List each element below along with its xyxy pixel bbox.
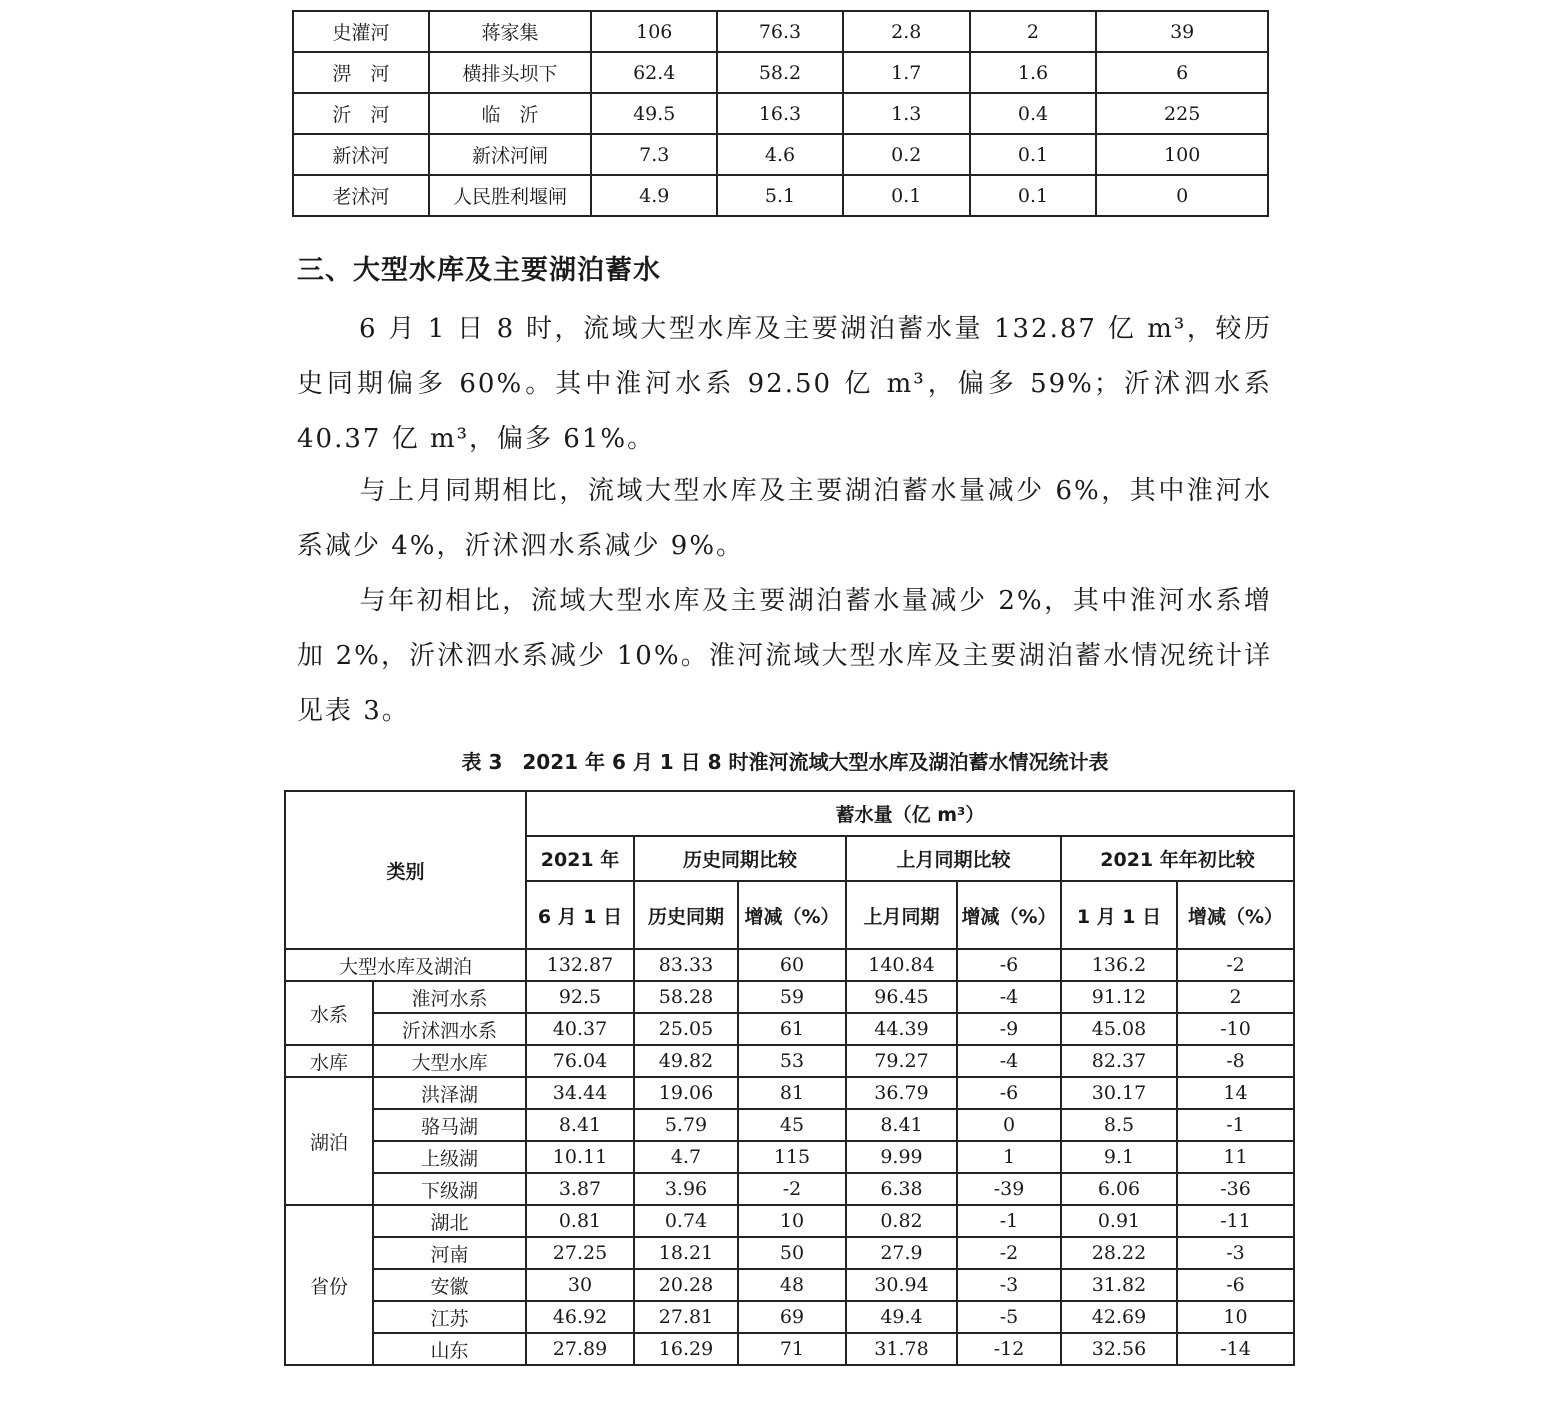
table-cell: 106 <box>591 11 717 52</box>
paragraph-year-comparison: 与年初相比，流域大型水库及主要湖泊蓄水量减少 2%，其中淮河水系增加 2%，沂沭泗水系减少 10%。淮河流域大型水库及主要湖泊蓄水情况统计详见表 3。 <box>297 586 1272 726</box>
table-row <box>285 1045 1294 1077</box>
table-cell: 132.87 <box>526 949 634 981</box>
row-label: 江苏 <box>373 1301 526 1333</box>
table-cell: 0 <box>957 1109 1061 1141</box>
table-cell: -36 <box>1177 1173 1294 1205</box>
table-cell: 5.1 <box>717 175 843 216</box>
table-cell: 30.94 <box>846 1269 957 1301</box>
group-label: 湖泊 <box>285 1077 373 1205</box>
table-cell: 0.1 <box>970 175 1097 216</box>
table-cell: 82.37 <box>1061 1045 1177 1077</box>
table-row <box>285 1237 1294 1269</box>
table-cell: -10 <box>1177 1013 1294 1045</box>
header-lastmonth-period: 上月同期 <box>846 881 957 949</box>
table-cell: 140.84 <box>846 949 957 981</box>
table-cell: 8.41 <box>846 1109 957 1141</box>
table-cell: 14 <box>1177 1077 1294 1109</box>
header-category: 类别 <box>285 791 526 949</box>
table-cell: 62.4 <box>591 52 717 93</box>
table-cell: 49.82 <box>634 1045 738 1077</box>
table-cell: 45 <box>738 1109 846 1141</box>
row-label: 上级湖 <box>373 1141 526 1173</box>
table-cell: 49.4 <box>846 1301 957 1333</box>
table-cell: 横排头坝下 <box>429 52 592 93</box>
table-cell: -3 <box>957 1269 1061 1301</box>
group-label: 水系 <box>285 981 373 1045</box>
table-row <box>293 134 1268 175</box>
table-cell: 40.37 <box>526 1013 634 1045</box>
table-cell: 8.41 <box>526 1109 634 1141</box>
table-cell: 30 <box>526 1269 634 1301</box>
table-cell: 4.6 <box>717 134 843 175</box>
row-label: 大型水库及湖泊 <box>285 949 526 981</box>
table-cell: 69 <box>738 1301 846 1333</box>
table-cell: -2 <box>738 1173 846 1205</box>
table-cell: 6.38 <box>846 1173 957 1205</box>
table-cell: 36.79 <box>846 1077 957 1109</box>
table-cell: 史灌河 <box>293 11 429 52</box>
header-june1: 6 月 1 日 <box>526 881 634 949</box>
header-2021: 2021 年 <box>526 836 634 881</box>
table-row <box>293 93 1268 134</box>
row-label: 山东 <box>373 1333 526 1365</box>
table-cell: 10 <box>1177 1301 1294 1333</box>
row-label: 骆马湖 <box>373 1109 526 1141</box>
table-cell: 9.99 <box>846 1141 957 1173</box>
table-cell: 0.1 <box>843 175 970 216</box>
table-cell: 2 <box>970 11 1097 52</box>
table-cell: -5 <box>957 1301 1061 1333</box>
header-hist-period: 历史同期 <box>634 881 738 949</box>
table-row <box>293 11 1268 52</box>
table-cell: 76.04 <box>526 1045 634 1077</box>
table-cell: 31.78 <box>846 1333 957 1365</box>
row-label: 湖北 <box>373 1205 526 1237</box>
table-cell: 16.3 <box>717 93 843 134</box>
table-cell: 100 <box>1096 134 1268 175</box>
table-cell: 81 <box>738 1077 846 1109</box>
table-cell: 0.4 <box>970 93 1097 134</box>
table-cell: -39 <box>957 1173 1061 1205</box>
table-cell: 2.8 <box>843 11 970 52</box>
table-cell: 61 <box>738 1013 846 1045</box>
table-cell: 45.08 <box>1061 1013 1177 1045</box>
table-cell: 39 <box>1096 11 1268 52</box>
table-cell: 0.91 <box>1061 1205 1177 1237</box>
table-cell: 淠 河 <box>293 52 429 93</box>
header-yearstart-compare: 2021 年年初比较 <box>1061 836 1294 881</box>
table-cell: 6 <box>1096 52 1268 93</box>
table-cell: -2 <box>1177 949 1294 981</box>
row-label: 河南 <box>373 1237 526 1269</box>
table-cell: 53 <box>738 1045 846 1077</box>
table-cell: 1.6 <box>970 52 1097 93</box>
table-cell: 18.21 <box>634 1237 738 1269</box>
table-cell: -6 <box>957 949 1061 981</box>
header-hist-compare: 历史同期比较 <box>634 836 846 881</box>
table-row <box>293 52 1268 93</box>
table-cell: 31.82 <box>1061 1269 1177 1301</box>
table-cell: 60 <box>738 949 846 981</box>
table-cell: 0.1 <box>970 134 1097 175</box>
table-row <box>293 175 1268 216</box>
table-cell: 1.3 <box>843 93 970 134</box>
header-hist-change: 增减（%） <box>738 881 846 949</box>
table-cell: 5.79 <box>634 1109 738 1141</box>
table-row <box>285 1333 1294 1365</box>
group-label: 省份 <box>285 1205 373 1365</box>
table-cell: -12 <box>957 1333 1061 1365</box>
table-cell: 0.74 <box>634 1205 738 1237</box>
table-cell: -3 <box>1177 1237 1294 1269</box>
table-cell: 新沭河闸 <box>429 134 592 175</box>
table-cell: 58.2 <box>717 52 843 93</box>
table-cell: 32.56 <box>1061 1333 1177 1365</box>
table-cell: 225 <box>1096 93 1268 134</box>
table-cell: 83.33 <box>634 949 738 981</box>
table-cell: 16.29 <box>634 1333 738 1365</box>
table-cell: 4.7 <box>634 1141 738 1173</box>
table-cell: 3.87 <box>526 1173 634 1205</box>
header-lastmonth-change: 增减（%） <box>957 881 1061 949</box>
table-cell: 136.2 <box>1061 949 1177 981</box>
table-cell: -6 <box>957 1077 1061 1109</box>
table-cell: 8.5 <box>1061 1109 1177 1141</box>
table-cell: -6 <box>1177 1269 1294 1301</box>
table-cell: 20.28 <box>634 1269 738 1301</box>
table-cell: 44.39 <box>846 1013 957 1045</box>
row-label: 大型水库 <box>373 1045 526 1077</box>
table-cell: 临 沂 <box>429 93 592 134</box>
table-cell: 1.7 <box>843 52 970 93</box>
table-cell: 27.89 <box>526 1333 634 1365</box>
table-cell: 11 <box>1177 1141 1294 1173</box>
table-row <box>285 1077 1294 1109</box>
table-cell: -2 <box>957 1237 1061 1269</box>
header-yearstart-change: 增减（%） <box>1177 881 1294 949</box>
row-label: 安徽 <box>373 1269 526 1301</box>
table-row <box>285 1205 1294 1237</box>
table-cell: -4 <box>957 1045 1061 1077</box>
header-storage: 蓄水量（亿 m³） <box>526 791 1294 836</box>
group-label: 水库 <box>285 1045 373 1077</box>
reservoir-storage-table <box>284 790 1295 1366</box>
table-cell: 42.69 <box>1061 1301 1177 1333</box>
paragraph-storage-summary: 6 月 1 日 8 时，流域大型水库及主要湖泊蓄水量 132.87 亿 m³，较历史同期偏多 60%。其中淮河水系 92.50 亿 m³，偏多 59%；沂沭泗水系 40.37 亿 m³，偏多 61%。 <box>297 314 1272 454</box>
header-jan1: 1 月 1 日 <box>1061 881 1177 949</box>
table-row <box>285 1013 1294 1045</box>
table-cell: -4 <box>957 981 1061 1013</box>
header-lastmonth-compare: 上月同期比较 <box>846 836 1061 881</box>
row-label: 洪泽湖 <box>373 1077 526 1109</box>
table-cell: 2 <box>1177 981 1294 1013</box>
table-cell: 50 <box>738 1237 846 1269</box>
section-heading: 三、大型水库及主要湖泊蓄水 <box>297 255 661 286</box>
table-cell: -9 <box>957 1013 1061 1045</box>
table-cell: -1 <box>957 1205 1061 1237</box>
row-label: 淮河水系 <box>373 981 526 1013</box>
table-cell: 58.28 <box>634 981 738 1013</box>
table-cell: 10.11 <box>526 1141 634 1173</box>
table-cell: 0 <box>1096 175 1268 216</box>
table-cell: 27.25 <box>526 1237 634 1269</box>
table-row-total <box>285 949 1294 981</box>
table-cell: 人民胜利堰闸 <box>429 175 592 216</box>
table-cell: 71 <box>738 1333 846 1365</box>
table-cell: 34.44 <box>526 1077 634 1109</box>
table-cell: 30.17 <box>1061 1077 1177 1109</box>
table-cell: 7.3 <box>591 134 717 175</box>
table-cell: -8 <box>1177 1045 1294 1077</box>
table-cell: 48 <box>738 1269 846 1301</box>
table-cell: 沂 河 <box>293 93 429 134</box>
table-row <box>285 1109 1294 1141</box>
table-row <box>285 1269 1294 1301</box>
table-row <box>285 1173 1294 1205</box>
table-cell: 46.92 <box>526 1301 634 1333</box>
table3-caption: 表 3 2021 年 6 月 1 日 8 时淮河流域大型水库及湖泊蓄水情况统计表 <box>461 750 1109 774</box>
table-cell: 6.06 <box>1061 1173 1177 1205</box>
table-cell: 1 <box>957 1141 1061 1173</box>
row-label: 下级湖 <box>373 1173 526 1205</box>
table-cell: -11 <box>1177 1205 1294 1237</box>
table-cell: 92.5 <box>526 981 634 1013</box>
table-cell: 49.5 <box>591 93 717 134</box>
table-cell: 59 <box>738 981 846 1013</box>
table-cell: -1 <box>1177 1109 1294 1141</box>
table-cell: 91.12 <box>1061 981 1177 1013</box>
river-flow-table <box>292 10 1269 217</box>
table-cell: 0.82 <box>846 1205 957 1237</box>
table-cell: 25.05 <box>634 1013 738 1045</box>
row-label: 沂沭泗水系 <box>373 1013 526 1045</box>
table-cell: -14 <box>1177 1333 1294 1365</box>
table-cell: 老沭河 <box>293 175 429 216</box>
table-cell: 76.3 <box>717 11 843 52</box>
table-cell: 3.96 <box>634 1173 738 1205</box>
table-cell: 19.06 <box>634 1077 738 1109</box>
table-cell: 9.1 <box>1061 1141 1177 1173</box>
table-cell: 96.45 <box>846 981 957 1013</box>
table-cell: 0.81 <box>526 1205 634 1237</box>
table-cell: 27.9 <box>846 1237 957 1269</box>
table-cell: 0.2 <box>843 134 970 175</box>
table-cell: 27.81 <box>634 1301 738 1333</box>
paragraph-month-comparison: 与上月同期相比，流域大型水库及主要湖泊蓄水量减少 6%，其中淮河水系减少 4%，沂沭泗水系减少 9%。 <box>297 476 1272 561</box>
table-cell: 新沭河 <box>293 134 429 175</box>
table-row <box>285 1141 1294 1173</box>
table-cell: 4.9 <box>591 175 717 216</box>
table-cell: 79.27 <box>846 1045 957 1077</box>
table-row <box>285 981 1294 1013</box>
table-cell: 28.22 <box>1061 1237 1177 1269</box>
table-row <box>285 1301 1294 1333</box>
table-cell: 115 <box>738 1141 846 1173</box>
table-cell: 蒋家集 <box>429 11 592 52</box>
table-cell: 10 <box>738 1205 846 1237</box>
